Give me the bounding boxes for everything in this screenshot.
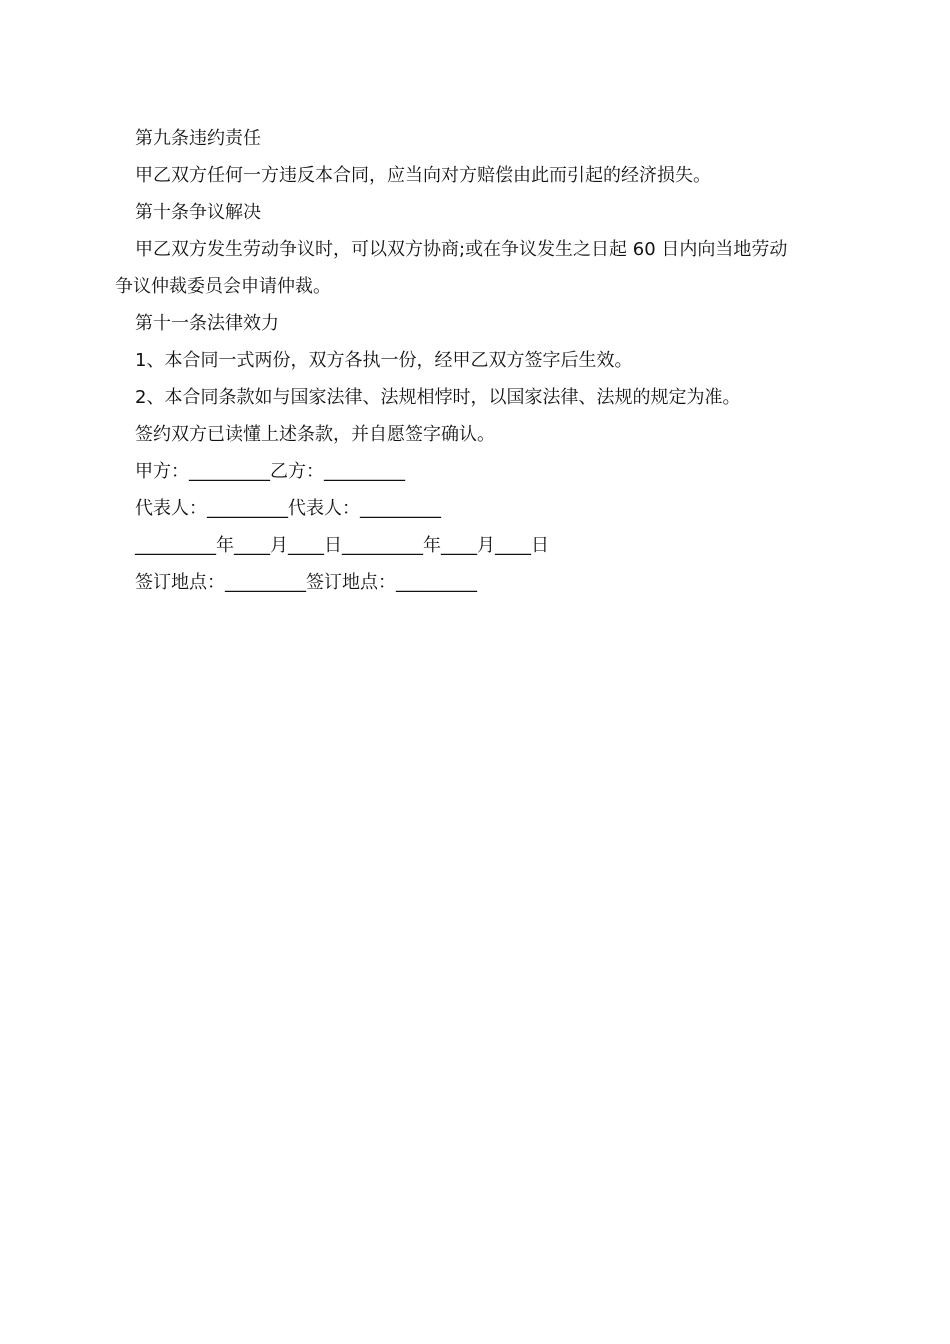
article-11-item-1: 1、本合同一式两份，双方各执一份，经甲乙双方签字后生效。 — [135, 350, 633, 371]
article-10-title: 第十条争议解决 — [135, 202, 261, 223]
representative-signature-line: 代表人：_________代表人：_________ — [135, 498, 441, 519]
document-body — [115, 120, 840, 601]
article-11-title: 第十一条法律效力 — [135, 313, 279, 334]
party-signature-line: 甲方：_________乙方：_________ — [135, 461, 405, 482]
article-10-text-line2: 争议仲裁委员会申请仲裁。 — [115, 276, 331, 297]
confirmation-text: 签约双方已读懂上述条款，并自愿签字确认。 — [135, 424, 495, 445]
article-9-title: 第九条违约责任 — [135, 128, 261, 149]
article-10-text-line1: 甲乙双方发生劳动争议时，可以双方协商;或在争议发生之日起 60 日内向当地劳动 — [135, 239, 788, 260]
article-9-text: 甲乙双方任何一方违反本合同，应当向对方赔偿由此而引起的经济损失。 — [135, 165, 711, 186]
date-line: _________年____月____日_________年____月____日 — [135, 535, 549, 556]
article-11-item-2: 2、本合同条款如与国家法律、法规相悖时，以国家法律、法规的规定为准。 — [135, 387, 741, 408]
signing-location-line: 签订地点：_________签订地点：_________ — [135, 572, 477, 593]
